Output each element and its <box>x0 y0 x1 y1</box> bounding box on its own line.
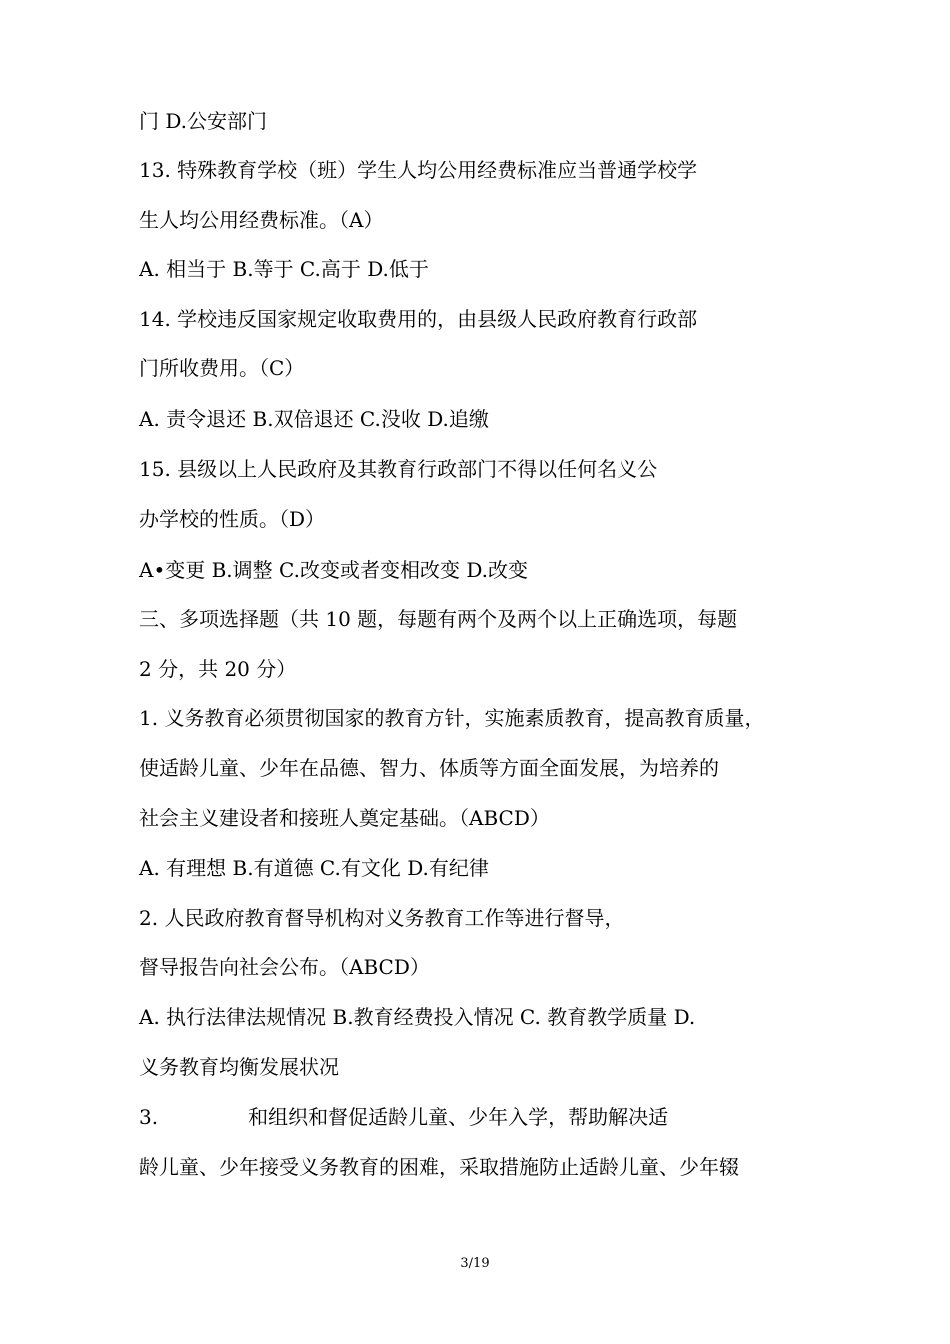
text-line-1: 门 D.公安部门 <box>139 109 268 133</box>
mc-question-1-stem-cont: 使适龄儿童、少年在品德、智力、体质等方面全面发展，为培养的 <box>139 756 719 780</box>
question-15-options: A•变更 B.调整 C.改变或者变相改变 D.改变 <box>139 558 528 582</box>
question-13-options: A. 相当于 B.等于 C.高于 D.低于 <box>139 257 429 281</box>
mc-question-2-options: A. 执行法律法规情况 B.教育经费投入情况 C. 教育教学质量 D. <box>139 1005 696 1029</box>
question-14-options: A. 责令退还 B.双倍退还 C.没收 D.追缴 <box>139 407 489 431</box>
question-13-stem-cont: 生人均公用经费标准。（A） <box>139 208 384 232</box>
mc-question-3-number: 3. <box>139 1105 159 1129</box>
mc-question-2-stem: 2. 人民政府教育督导机构对义务教育工作等进行督导， <box>139 906 625 930</box>
mc-question-3-text: 和组织和督促适龄儿童、少年入学，帮助解决适 <box>248 1105 669 1129</box>
mc-question-2-options-cont: 义务教育均衡发展状况 <box>139 1055 339 1079</box>
question-13-stem: 13. 特殊教育学校（班）学生人均公用经费标准应当普通学校学 <box>139 158 698 182</box>
question-14-stem: 14. 学校违反国家规定收取费用的，由县级人民政府教育行政部 <box>139 307 698 331</box>
mc-question-2-stem-cont: 督导报告向社会公布。（ABCD） <box>139 955 430 979</box>
question-14-stem-cont: 门所收费用。（C） <box>139 356 305 380</box>
mc-question-3-stem <box>139 1104 668 1130</box>
question-15-stem-cont: 办学校的性质。（D） <box>139 507 326 531</box>
section-heading: 三、多项选择题（共 10 题，每题有两个及两个以上正确选项，每题 <box>139 607 738 631</box>
mc-question-1-options: A. 有理想 B.有道德 C.有文化 D.有纪律 <box>139 856 489 880</box>
mc-question-3-stem-cont: 龄儿童、少年接受义务教育的困难，采取措施防止适龄儿童、少年辍 <box>139 1155 739 1179</box>
page-number: 3/19 <box>460 1256 490 1271</box>
section-heading-cont: 2 分，共 20 分） <box>139 657 297 681</box>
mc-question-1-stem: 1. 义务教育必须贯彻国家的教育方针，实施素质教育，提高教育质量， <box>139 706 765 730</box>
mc-question-1-stem-end: 社会主义建设者和接班人奠定基础。（ABCD） <box>139 806 550 830</box>
question-15-stem: 15. 县级以上人民政府及其教育行政部门不得以任何名义公 <box>139 457 658 481</box>
